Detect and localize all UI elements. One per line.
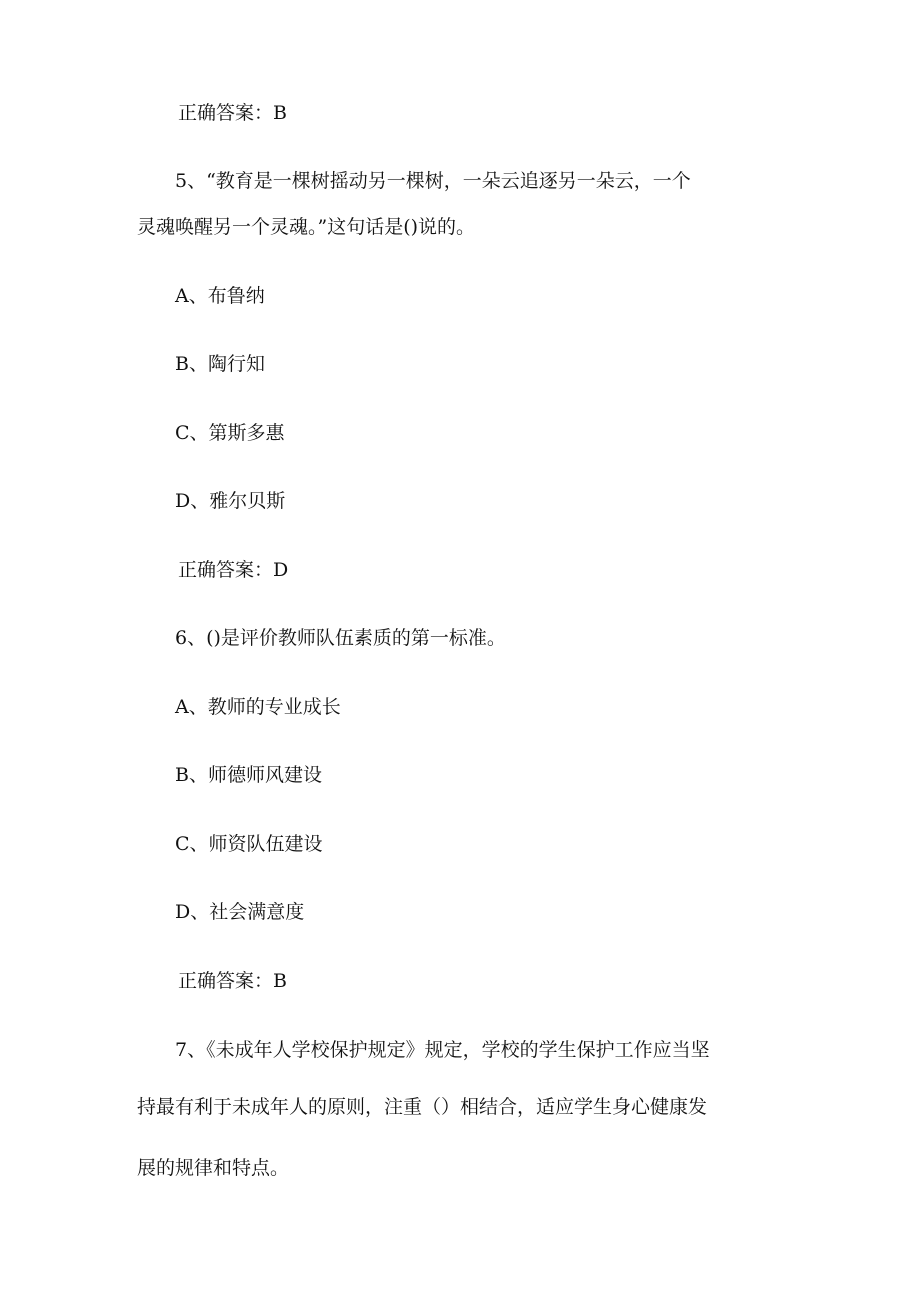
question-7-text-line-2: 持最有利于未成年人的原则，注重（）相结合，适应学生身心健康发 [137,1096,708,1118]
answer-line: 正确答案：B [178,102,287,124]
question-5-answer: 正确答案：D [178,559,289,581]
question-6-option-b: B、师德师风建设 [175,764,322,786]
question-5-option-d: D、雅尔贝斯 [175,490,286,512]
question-6-text: 6、()是评价教师队伍素质的第一标准。 [175,627,506,649]
question-6-option-a: A、教师的专业成长 [175,696,341,718]
question-6-answer: 正确答案：B [178,970,287,992]
question-7-text-line-1: 7、《未成年人学校保护规定》规定，学校的学生保护工作应当坚 [175,1039,710,1061]
question-5-text-line-2: 灵魂唤醒另一个灵魂。”这句话是()说的。 [137,216,476,238]
question-6-option-d: D、社会满意度 [175,901,305,923]
question-6-option-c: C、师资队伍建设 [175,833,323,855]
question-5-option-c: C、第斯多惠 [175,422,285,444]
question-5-option-b: B、陶行知 [175,353,265,375]
question-7-text-line-3: 展的规律和特点。 [137,1157,290,1179]
question-5-option-a: A、布鲁纳 [175,285,265,307]
question-5-text-line-1: 5、“教育是一棵树摇动另一棵树，一朵云追逐另一朵云，一个 [175,170,691,192]
